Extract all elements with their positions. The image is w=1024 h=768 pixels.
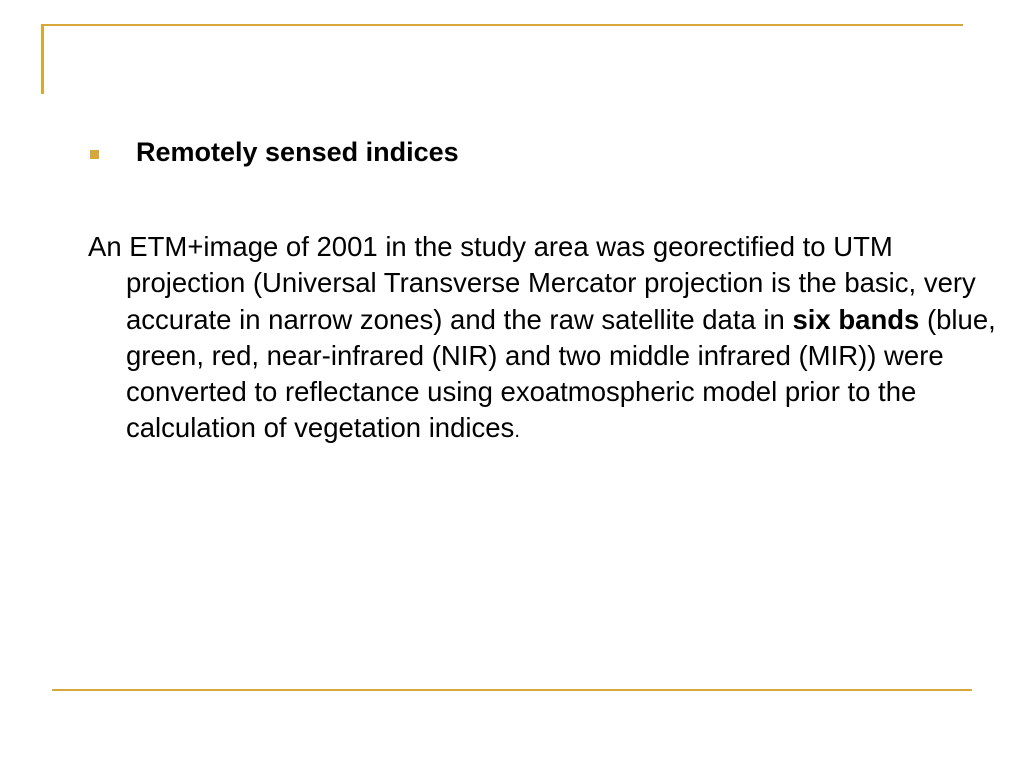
bottom-accent-horizontal-line <box>52 689 972 691</box>
top-left-accent-vertical-line <box>41 24 44 94</box>
paragraph-final-period: . <box>514 420 520 443</box>
paragraph-emphasis: six bands <box>792 303 920 335</box>
bullet-heading: Remotely sensed indices <box>136 137 459 167</box>
body-paragraph <box>88 229 996 450</box>
paragraph-text-part2: (blue, green, red, near-infrared (NIR) and two middle infrared (MIR)) were converted to reflectance using exoatmospheric model prior to the calculation of vegetation indices <box>126 303 996 444</box>
square-bullet-icon <box>90 150 99 159</box>
top-accent-horizontal-line <box>41 24 963 26</box>
bullet-item <box>90 136 459 168</box>
paragraph-text-part1: An ETM+image of 2001 in the study area was georectified to UTM projection (Universal Transverse Mercator projection is the basic, very accurate in narrow zones) and the raw satellite data in <box>88 231 976 335</box>
